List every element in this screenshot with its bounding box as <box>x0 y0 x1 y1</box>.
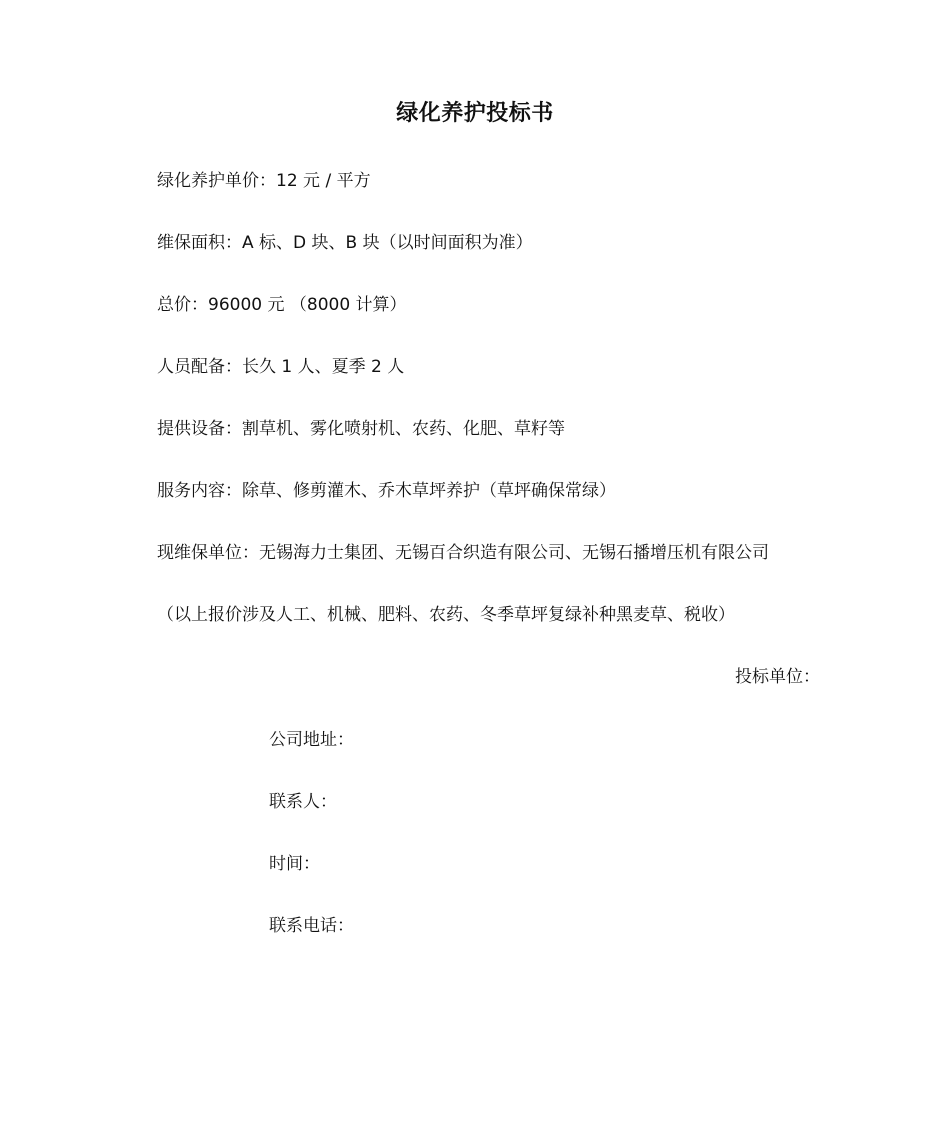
staffing-line: 人员配备：长久 1 人、夏季 2 人 <box>157 357 405 377</box>
bidder-label: 投标单位： <box>735 667 820 687</box>
equipment-line: 提供设备：割草机、雾化喷射机、农药、化肥、草籽等 <box>157 419 565 439</box>
time-label: 时间： <box>269 854 320 874</box>
phone-label: 联系电话： <box>269 916 354 936</box>
document-title: 绿化养护投标书 <box>396 101 554 126</box>
maintenance-area-line: 维保面积：A 标、D 块、B 块（以时间面积为准） <box>157 233 533 253</box>
total-price-line: 总价：96000 元 （8000 计算） <box>157 295 407 315</box>
unit-price-line: 绿化养护单价：12 元 / 平方 <box>157 171 371 191</box>
contact-person-label: 联系人： <box>269 792 337 812</box>
price-note: （以上报价涉及人工、机械、肥料、农药、冬季草坪复绿补种黑麦草、税收） <box>157 605 735 625</box>
address-label: 公司地址： <box>269 730 354 750</box>
current-clients-line: 现维保单位：无锡海力士集团、无锡百合织造有限公司、无锡石播增压机有限公司 <box>157 543 769 563</box>
service-content-line: 服务内容：除草、修剪灌木、乔木草坪养护（草坪确保常绿） <box>157 481 616 501</box>
